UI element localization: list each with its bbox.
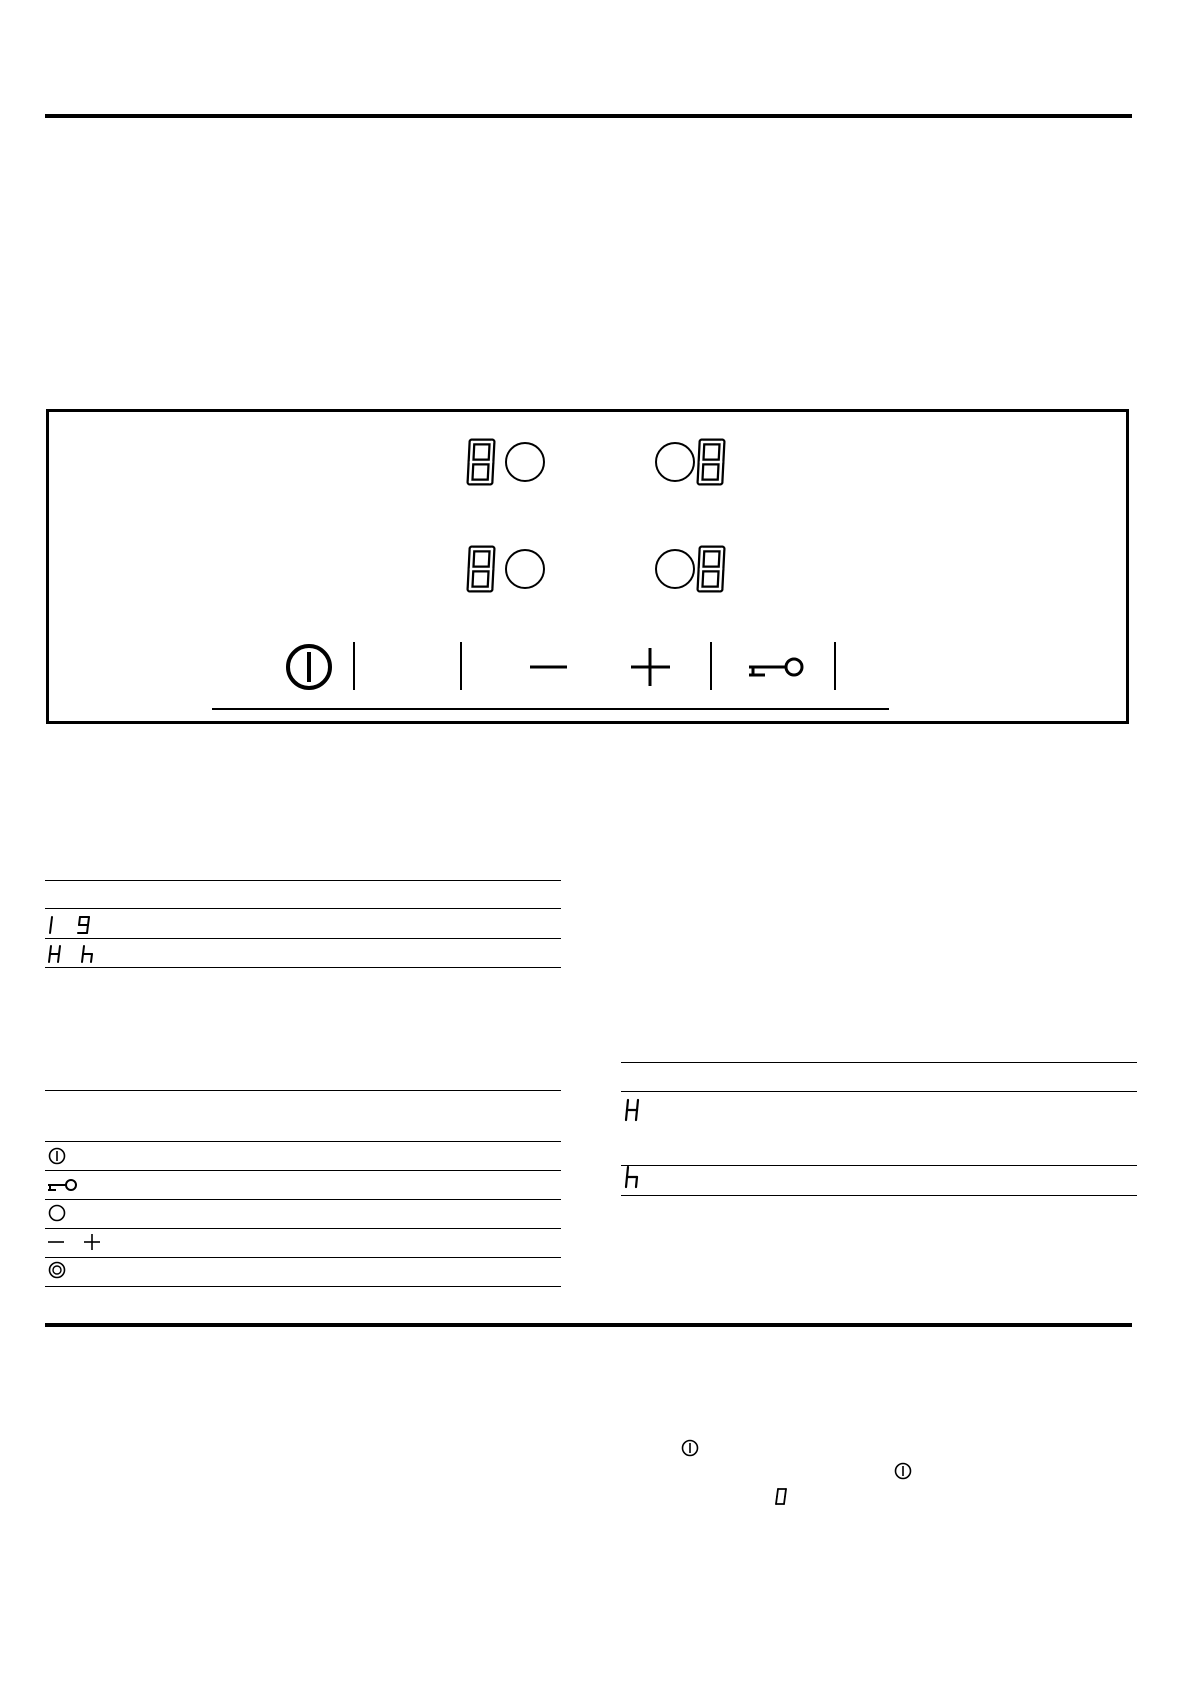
level-symbol-H	[49, 946, 60, 962]
level-symbol-9	[78, 917, 89, 933]
zero-display-symbol	[773, 1486, 789, 1508]
table-rule	[45, 967, 561, 968]
power-icon	[50, 1149, 65, 1164]
table-rule	[621, 1165, 1137, 1166]
section-rule	[45, 1323, 1132, 1327]
level-symbol-h	[82, 946, 92, 962]
table-rule	[621, 1091, 1137, 1092]
cooking-zone-front-left-icon[interactable]	[506, 443, 544, 481]
dual-zone-icon	[50, 1263, 65, 1278]
table-row	[626, 1100, 638, 1187]
key-lock-icon	[48, 1180, 76, 1190]
table-rule	[45, 1090, 561, 1091]
level-symbols	[44, 910, 104, 966]
table-rule	[621, 1195, 1137, 1196]
power-icon[interactable]	[288, 646, 330, 688]
residual-symbol-h	[626, 1167, 637, 1187]
table-rule	[45, 880, 561, 881]
power-icon	[680, 1438, 700, 1458]
control-symbols	[44, 1142, 124, 1287]
cooking-zone-front-right-icon[interactable]	[656, 443, 694, 481]
level-symbol-1	[50, 917, 52, 933]
circle-zone-icon	[50, 1206, 65, 1221]
residual-symbols	[620, 1092, 660, 1194]
table-rule	[45, 908, 561, 909]
residual-symbol-H	[626, 1100, 638, 1120]
zone-displays	[470, 442, 722, 589]
key-lock-icon[interactable]	[749, 659, 802, 675]
zero-symbol	[776, 1489, 786, 1504]
plus-icon[interactable]	[631, 648, 670, 686]
cooking-zone-rear-left-icon[interactable]	[506, 550, 544, 588]
table-rule	[621, 1062, 1137, 1063]
table-rule	[45, 938, 561, 939]
minus-plus-icon	[48, 1234, 100, 1250]
power-icon	[893, 1461, 913, 1481]
table-row	[49, 917, 92, 962]
control-panel-drawing	[0, 0, 1191, 760]
cooking-zone-rear-right-icon[interactable]	[656, 550, 694, 588]
